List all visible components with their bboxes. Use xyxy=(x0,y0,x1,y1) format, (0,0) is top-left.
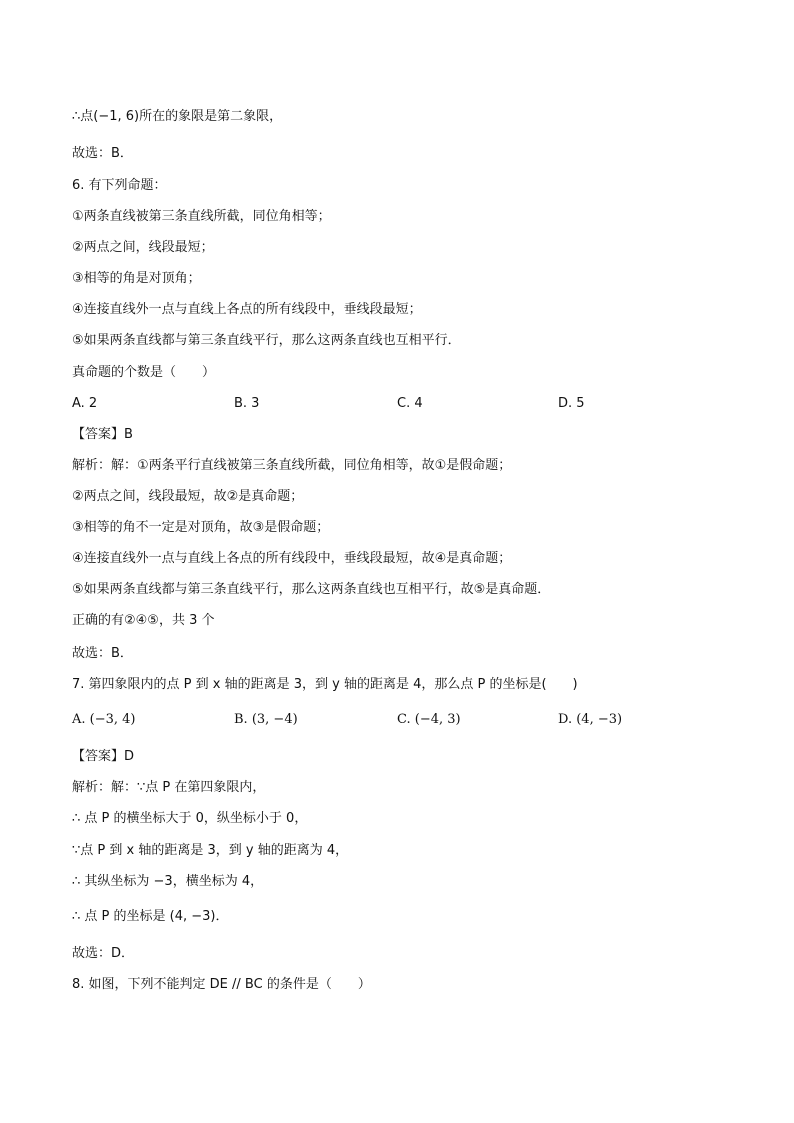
q7-analysis-5: ∴ 点 P 的坐标是 (4, −3)． xyxy=(72,909,229,924)
choice-line: 故选：B． xyxy=(72,146,133,161)
proposition-5: ⑤如果两条直线都与第三条直线平行，那么这两条直线也互相平行． xyxy=(72,333,461,348)
q6-answer: 【答案】B xyxy=(72,427,133,442)
q6-option-b: B. 3 xyxy=(234,396,260,411)
q6-analysis-3: ③相等的角不一定是对顶角，故③是假命题； xyxy=(72,520,330,535)
q6-option-c: C. 4 xyxy=(397,396,423,411)
q7-option-c: C. (−4, 3) xyxy=(397,712,461,727)
q7-option-a: A. (−3, 4) xyxy=(72,712,136,727)
proposition-4: ④连接直线外一点与直线上各点的所有线段中，垂线段最短； xyxy=(72,302,422,317)
proposition-3: ③相等的角是对顶角； xyxy=(72,271,201,286)
q7-analysis-4: ∴ 其纵坐标为 −3，横坐标为 4， xyxy=(72,874,264,889)
proposition-2: ②两点之间，线段最短； xyxy=(72,240,214,255)
q7-analysis-3: ∵点 P 到 x 轴的距离是 3，到 y 轴的距离为 4， xyxy=(72,843,349,858)
q6-analysis-5: ⑤如果两条直线都与第三条直线平行，那么这两条直线也互相平行，故⑤是真命题． xyxy=(72,582,551,597)
q6-analysis-1: 解析：解：①两条平行直线被第三条直线所截，同位角相等，故①是假命题； xyxy=(72,458,512,473)
q7-answer: 【答案】D xyxy=(72,749,135,764)
conclusion-line: ∴点(−1, 6)所在的象限是第二象限， xyxy=(72,109,283,124)
question-6-prompt: 真命题的个数是（ ） xyxy=(72,365,216,380)
q6-choice: 故选：B． xyxy=(72,646,133,661)
q7-option-b: B. (3, −4) xyxy=(234,712,298,727)
q6-analysis-4: ④连接直线外一点与直线上各点的所有线段中，垂线段最短，故④是真命题； xyxy=(72,551,512,566)
q7-option-d: D. (4, −3) xyxy=(558,712,623,727)
question-8-stem: 8. 如图，下列不能判定 DE // BC 的条件是（ ） xyxy=(72,977,371,992)
proposition-1: ①两条直线被第三条直线所截，同位角相等； xyxy=(72,209,331,224)
q7-analysis-1: 解析：解：∵点 P 在第四象限内， xyxy=(72,780,266,795)
question-6-stem: 6. 有下列命题： xyxy=(72,178,167,193)
q7-choice: 故选：D． xyxy=(72,946,135,961)
q6-analysis-6: 正确的有②④⑤，共 3 个 xyxy=(72,613,215,628)
q6-option-a: A. 2 xyxy=(72,396,98,411)
q6-analysis-2: ②两点之间，线段最短，故②是真命题； xyxy=(72,489,304,504)
q6-option-d: D. 5 xyxy=(558,396,585,411)
q7-analysis-2: ∴ 点 P 的横坐标大于 0，纵坐标小于 0， xyxy=(72,811,308,826)
question-7-stem: 7. 第四象限内的点 P 到 x 轴的距离是 3，到 y 轴的距离是 4，那么点 P 的坐标是( ) xyxy=(72,677,578,692)
